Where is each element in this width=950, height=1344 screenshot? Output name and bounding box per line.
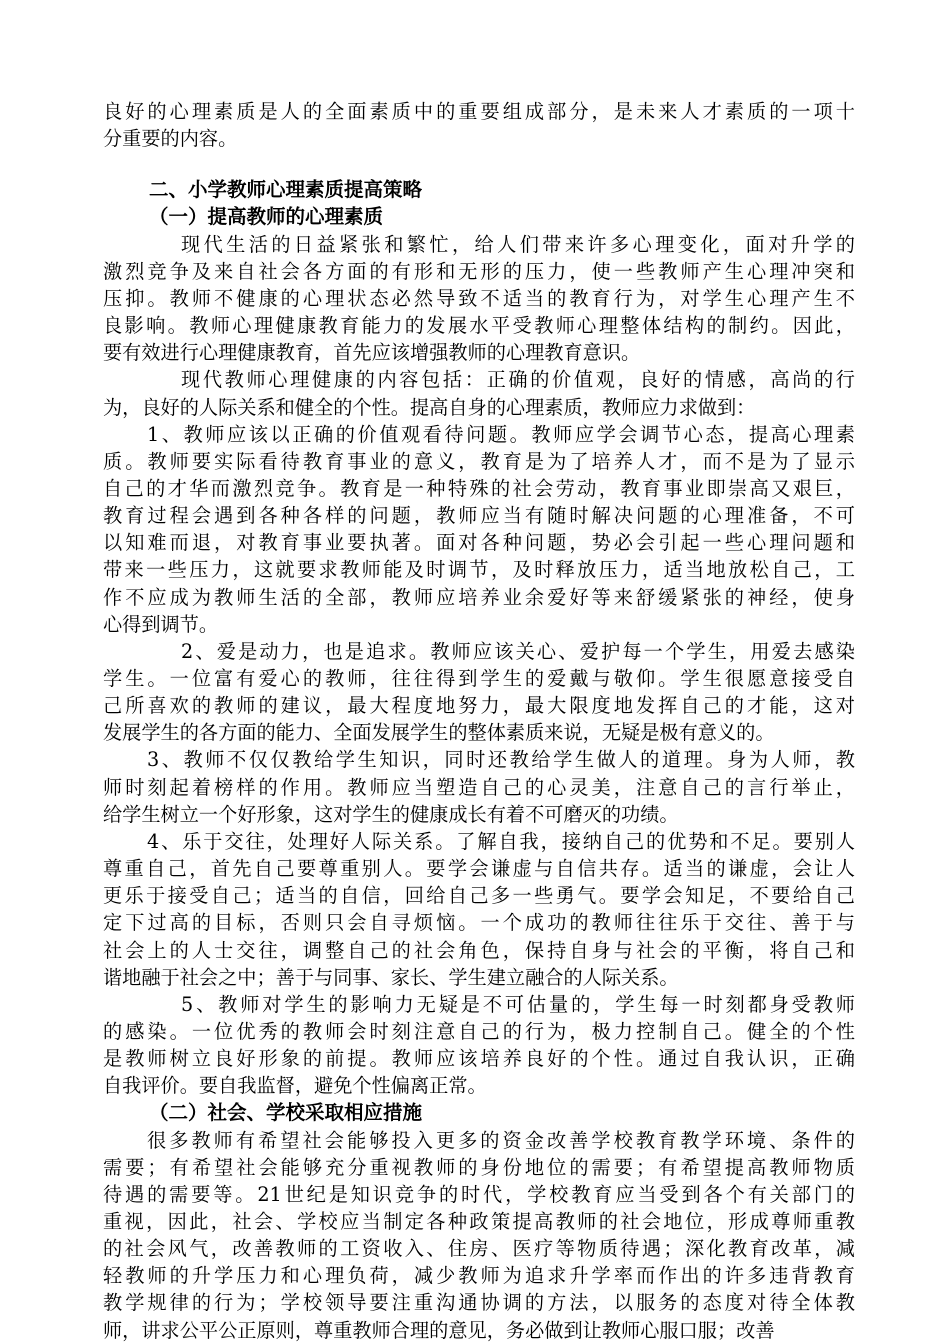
paragraph-line: 轻教师的升学压力和心理负荷，减少教师为追求升学率而作出的许多违背教育: [103, 1264, 855, 1288]
paragraph-line: 定下过高的目标，否则只会自寻烦恼。一个成功的教师往往乐于交往、善于与: [103, 911, 855, 935]
paragraph-line: 是教师树立良好形象的前提。教师应该培养良好的个性。通过自我认识，正确: [103, 1047, 855, 1071]
paragraph-line: 师，讲求公平公正原则，尊重教师合理的意见，务必做到让教师心服口服；改善: [103, 1318, 775, 1342]
paragraph-line: 现代生活的日益紧张和繁忙，给人们带来许多心理变化，面对升学的: [181, 232, 855, 256]
paragraph-line: 现代教师心理健康的内容包括：正确的价值观，良好的情感，高尚的行: [181, 368, 855, 392]
paragraph-line: 5、教师对学生的影响力无疑是不可估量的，学生每一时刻都身受教师: [181, 992, 855, 1016]
paragraph-line: 要有效进行心理健康教育，首先应该增强教师的心理教育意识。: [103, 341, 641, 365]
paragraph-line: 重视，因此，社会、学校应当制定各种政策提高教师的社会地位，形成尊师重教: [103, 1210, 855, 1233]
paragraph-line: 自己的才华而激烈竞争。教育是一种特殊的社会劳动，教育事业即崇高又艰巨，: [103, 476, 855, 500]
paragraph-line: 己所喜欢的教师的建议，最大程度地努力，最大限度地发挥自己的才能，这对: [103, 694, 855, 718]
paragraph-line: 质。教师要实际看待教育事业的意义，教育是为了培养人才，而不是为了显示: [103, 449, 855, 473]
paragraph-line: 心得到调节。: [103, 612, 219, 636]
paragraph-line: 教学规律的行为；学校领导要注重沟通协调的方法，以服务的态度对待全体教: [103, 1291, 855, 1315]
paragraph-line: 的感染。一位优秀的教师会时刻注意自己的行为，极力控制自己。健全的个性: [103, 1019, 855, 1043]
paragraph-line: 作不应成为教师生活的全部，教师应培养业余爱好等来舒缓紧张的神经，使身: [103, 585, 855, 609]
paragraph-line: 激烈竞争及来自社会各方面的有形和无形的压力，使一些教师产生心理冲突和: [103, 259, 855, 283]
section-heading: 二、小学教师心理素质提高策略: [149, 178, 423, 202]
paragraph-line: 师时刻起着榜样的作用。教师应当塑造自己的心灵美，注意自己的言行举止，: [103, 775, 855, 799]
paragraph-line: 学生。一位富有爱心的教师，往往得到学生的爱戴与敬仰。学生很愿意接受自: [103, 667, 855, 690]
paragraph-line: 发展学生的各方面的能力、全面发展学生的整体素质来说，无疑是极有意义的。: [103, 721, 775, 745]
paragraph-line: 分重要的内容。: [103, 127, 238, 151]
paragraph-line: 尊重自己，首先自己要尊重别人。要学会谦虚与自信共存。适当的谦虚，会让人: [103, 857, 855, 881]
paragraph-line: 3、教师不仅仅教给学生知识，同时还教给学生做人的道理。身为人师，教: [147, 748, 855, 772]
paragraph-line: 给学生树立一个好形象，这对学生的健康成长有着不可磨灭的功绩。: [103, 802, 679, 826]
paragraph-line: 1、教师应该以正确的价值观看待问题。教师应学会调节心态，提高心理素: [147, 422, 855, 446]
paragraph-line: 自我评价。要自我监督，避免个性偏离正常。: [103, 1074, 487, 1098]
paragraph-line: 带来一些压力，这就要求教师能及时调节，及时释放压力，适当地放松自己，工: [103, 558, 855, 582]
paragraph-line: 2、爱是动力，也是追求。教师应该关心、爱护每一个学生，用爱去感染: [181, 639, 855, 663]
paragraph-line: 压抑。教师不健康的心理状态必然导致不适当的教育行为，对学生心理产生不: [103, 286, 855, 310]
paragraph-line: 良好的心理素质是人的全面素质中的重要组成部分，是未来人才素质的一项十: [103, 100, 855, 123]
paragraph-line: 更乐于接受自己；适当的自信，回给自己多一些勇气。要学会知足，不要给自己: [103, 884, 855, 908]
section-heading: （一）提高教师的心理素质: [149, 205, 384, 229]
paragraph-line: 谐地融于社会之中；善于与同事、家长、学生建立融合的人际关系。: [103, 965, 679, 989]
paragraph-line: 待遇的需要等。21世纪是知识竞争的时代，学校教育应当受到各个有关部门的: [103, 1182, 855, 1206]
paragraph-line: 很多教师有希望社会能够投入更多的资金改善学校教育教学环境、条件的: [147, 1128, 855, 1152]
paragraph-line: 需要；有希望社会能够充分重视教师的身份地位的需要；有希望提高教师物质: [103, 1155, 855, 1179]
paragraph-line: 的社会风气，改善教师的工资收入、住房、医疗等物质待遇；深化教育改革，减: [103, 1237, 855, 1261]
section-heading: （二）社会、学校采取相应措施: [149, 1101, 423, 1125]
paragraph-line: 4、乐于交往，处理好人际关系。了解自我，接纳自己的优势和不足。要别人: [147, 829, 855, 853]
paragraph-line: 教育过程会遇到各种各样的问题，教师应当有随时解决问题的心理准备，不可: [103, 504, 855, 528]
paragraph-line: 为，良好的人际关系和健全的个性。提高自身的心理素质，教师应力求做到：: [103, 395, 756, 419]
paragraph-line: 以知难而退，对教育事业要执著。面对各种问题，势必会引起一些心理问题和: [103, 531, 855, 555]
paragraph-line: 良影响。教师心理健康教育能力的发展水平受教师心理整体结构的制约。因此，: [103, 314, 855, 338]
paragraph-line: 社会上的人士交往，调整自己的社会角色，保持自身与社会的平衡，将自己和: [103, 938, 855, 962]
